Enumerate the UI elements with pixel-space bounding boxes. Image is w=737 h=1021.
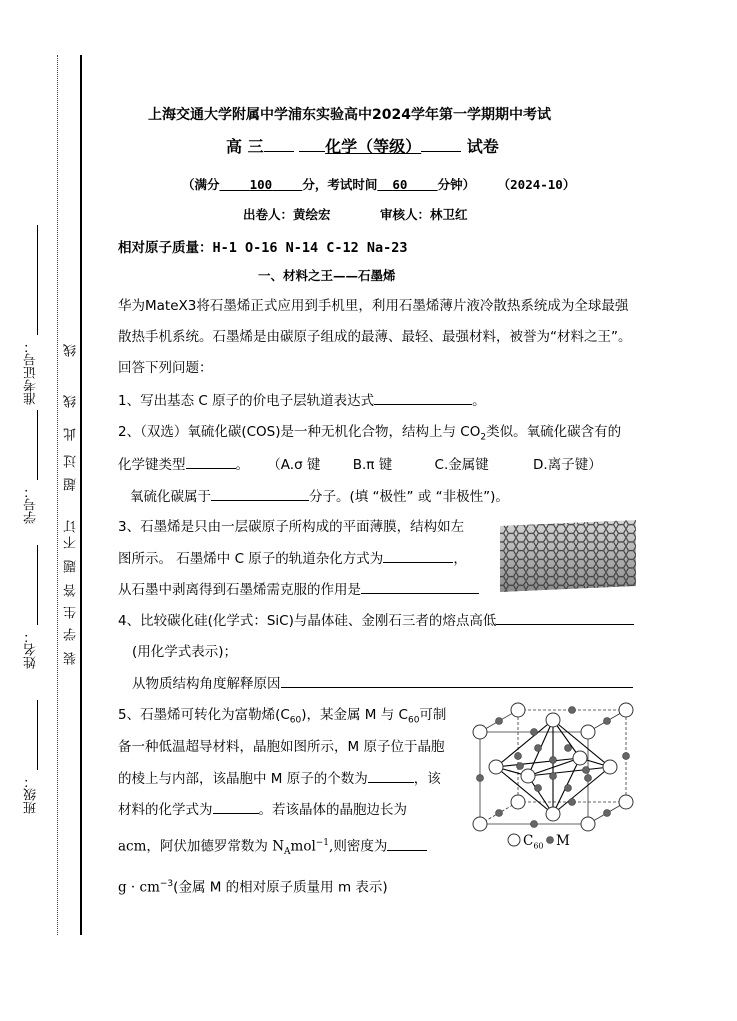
exam-date: （2024-10） xyxy=(497,177,576,192)
atomic-masses: 相对原子质量：H-1 O-16 N-14 C-12 Na-23 xyxy=(118,240,408,256)
crystal-cell-figure xyxy=(468,690,638,850)
section-title: 一、材料之王——石墨烯 xyxy=(258,268,396,283)
answer-blank[interactable] xyxy=(361,581,479,594)
exam-no-label: 准考证号： xyxy=(24,340,39,405)
answer-blank[interactable] xyxy=(383,550,453,563)
intro-line: 散热手机系统。石墨烯是由碳原子组成的最薄、最轻、最强材料，被誉为“材料之王”。 xyxy=(118,329,632,345)
seal-char: 超 xyxy=(64,478,79,491)
author: 出卷人：黄绘宏 xyxy=(243,207,331,222)
question-5-count: 的棱上与内部，该晶胞中 M 原子的个数为 ，该 xyxy=(118,771,441,787)
intro-line: 华为MateX3将石墨烯正式应用到手机里，利用石墨烯薄片液冷散热系统成为全球最强 xyxy=(118,298,629,314)
option-c: C.金属键 xyxy=(434,457,489,473)
question-5-density: acm，阿伏加德罗常数为 $N_Amol^{-1}$,则密度为 xyxy=(118,835,427,860)
graphene-image xyxy=(496,516,640,594)
answer-blank[interactable] xyxy=(368,770,414,783)
question-2-polarity: 氧硫化碳属于 分子。(填 “极性” 或 “非极性”)。 xyxy=(130,489,509,505)
full-score: 100 xyxy=(249,177,273,192)
seal-char: 线 xyxy=(64,395,79,408)
seal-char: 答 xyxy=(64,584,79,597)
c60-legend-marker xyxy=(508,834,520,846)
subject: 化学（等级） xyxy=(325,137,422,156)
seal-char: 不 xyxy=(64,536,79,549)
question-4-reason: 从物质结构角度解释原因 xyxy=(132,675,633,692)
option-d: D.离子键） xyxy=(533,457,602,473)
answer-blank[interactable] xyxy=(374,392,472,405)
exam-time: 60 xyxy=(392,177,408,192)
seal-dotted-line xyxy=(57,55,58,935)
author-line xyxy=(243,205,468,223)
option-a: （A.σ 键 xyxy=(267,457,321,473)
name-field[interactable] xyxy=(37,545,38,625)
legend-c60: $C_{60}$ xyxy=(523,833,544,851)
question-3-hybrid: 图所示。 石墨烯中 C 原子的轨道杂化方式为 ， xyxy=(118,551,467,567)
question-5: 5、石墨烯可转化为富勒烯$(C_{60})$，某金属 M 与 $C_{60}$可制 xyxy=(118,707,447,726)
question-4: 4、比较碳化硅(化学式：SiC)与晶体硅、金刚石三者的熔点高低 xyxy=(118,612,634,629)
answer-blank[interactable] xyxy=(213,801,259,814)
answer-blank[interactable] xyxy=(496,612,634,625)
exam-no-field[interactable] xyxy=(37,225,38,335)
question-2: 2、（双选）氧硫化碳(COS)是一种无机化合物，结构上与 $CO_2$类似。氧硫化碳含有的 xyxy=(118,424,622,443)
question-1: 1、写出基态 C 原子的价电子层轨道表达式 。 xyxy=(118,393,486,409)
name-label: 姓名： xyxy=(24,630,39,669)
answer-blank[interactable] xyxy=(211,488,309,501)
grade: 高 三 xyxy=(226,137,264,156)
answer-blank[interactable] xyxy=(186,456,236,469)
grade-subject-line xyxy=(226,134,499,157)
question-5-formula: 材料的化学式为 。若该晶体的晶胞边长为 xyxy=(118,802,407,818)
seal-char: 题 xyxy=(64,560,79,573)
question-4-note: (用化学式表示)； xyxy=(132,644,238,660)
question-3-force: 从石墨中剥离得到石墨烯需克服的作用是 xyxy=(118,581,479,598)
score-time-line: （满分 100 分，考试时间 60 分钟） （2024-10） xyxy=(182,177,576,192)
reviewer: 审核人：林卫红 xyxy=(380,207,468,222)
question-5-unit: $g \cdot cm^{-3}$(金属 M 的相对原子质量用 m 表示) xyxy=(118,879,388,896)
class-field[interactable] xyxy=(37,700,38,770)
seal-char: 学 xyxy=(64,628,79,641)
intro-line: 回答下列问题： xyxy=(118,360,213,376)
binding-line xyxy=(80,55,82,935)
seal-char: 装 xyxy=(64,652,79,665)
paper-word: 试卷 xyxy=(466,137,499,156)
question-3: 3、石墨烯是只由一层碳原子所构成的平面薄膜，结构如左 xyxy=(118,519,465,535)
student-id-field[interactable] xyxy=(37,410,38,480)
seal-char: 线 xyxy=(64,344,79,357)
school-exam-title: 上海交通大学附属中学浦东实验高中2024学年第一学期期中考试 xyxy=(148,107,551,123)
seal-char: 订 xyxy=(64,520,79,533)
question-5-line: 备一种低温超导材料，晶胞如图所示，M 原子位于晶胞 xyxy=(118,739,445,755)
option-b: B.π 键 xyxy=(352,457,393,473)
seal-char: 生 xyxy=(64,606,79,619)
question-2-bond-type: 化学键类型 。 （A.σ 键 B.π 键 C.金属键 D.离子键） xyxy=(118,457,602,473)
legend-m: M xyxy=(556,833,570,849)
m-legend-marker xyxy=(547,837,554,844)
answer-blank[interactable] xyxy=(387,838,427,851)
seal-char: 此 xyxy=(64,428,79,441)
student-id-label: 学号： xyxy=(24,485,39,524)
seal-char: 过 xyxy=(64,455,79,468)
answer-blank[interactable] xyxy=(281,675,633,688)
class-label: 班级： xyxy=(24,775,39,814)
